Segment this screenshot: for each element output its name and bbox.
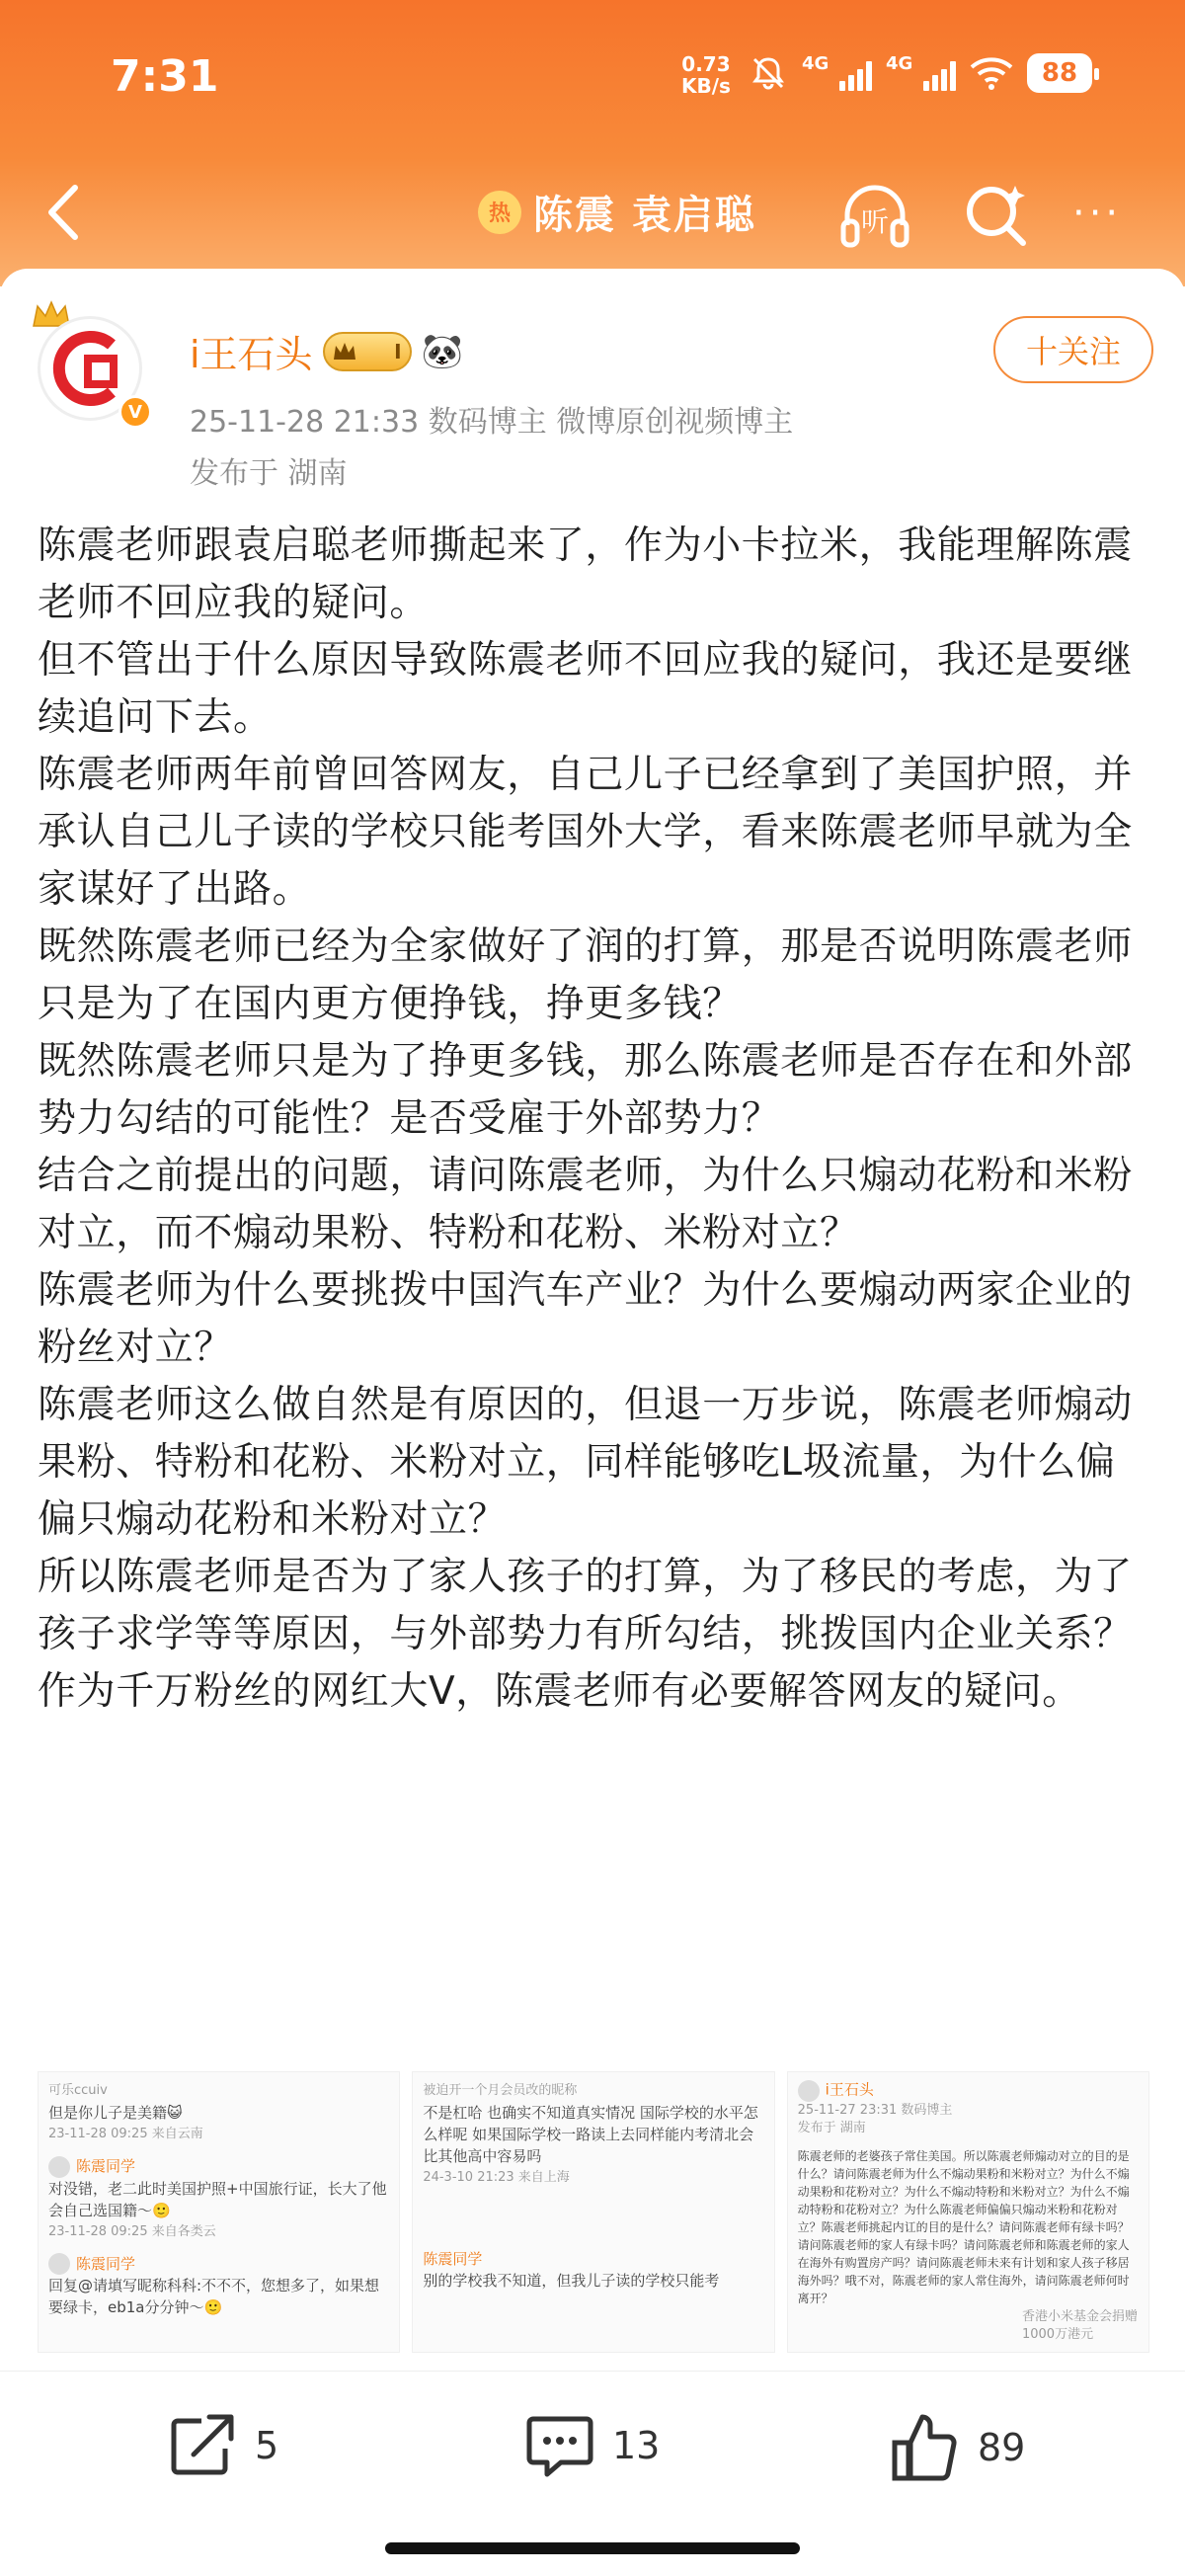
img3-meta: 25-11-27 23:31 数码博主 [797,2103,953,2118]
img2-reply: 别的学校我不知道，但我儿子读的学校只能考 [423,2272,720,2290]
verified-badge: V [118,395,152,429]
listen-button[interactable] [835,176,914,255]
post-location: 发布于 湖南 [190,456,348,491]
back-button[interactable] [36,178,95,247]
author-row [190,324,463,378]
share-button[interactable] [166,2411,278,2480]
status-time: 7:31 [111,51,219,102]
follow-button[interactable]: 十关注 [993,316,1153,383]
wifi-icon [970,55,1013,91]
img1-reply2-name: 陈震同学 [76,2254,136,2273]
img3-text: 陈震老师的老婆孩子常住美国。所以陈震老师煽动对立的目的是什么？请问陈震老师为什么不煽动果粉和米粉对立？为什么不煽动果粉和花粉对立？为什么不煽动特粉和米粉对立？为什么不煽动特粉和花粉对立？为什么陈震老师偏偏只煽动米粉和花粉对立？陈震老师挑起内讧的目的是什么？请问陈震老师有绿卡吗？请问陈震老师的家人有绿卡吗？请问陈震老师和陈震老师的家人在海外有购置房产吗？请问陈震老师未来有计划和家人孩子移居海外吗？哦不对，陈震老师的家人常住海外，请问陈震老师何时离开？ [797,2149,1130,2305]
comment-button[interactable] [523,2411,660,2480]
post-paragraph: 陈震老师这么做自然是有原因的，但退一万步说，陈震老师煽动果粉、特粉和花粉、米粉对立，同样能够吃L圾流量，为什么偏偏只煽动花粉和米粉对立？ [38,1383,1133,1542]
img1-comment-time: 23-11-28 09:25 来自云南 [48,2127,203,2141]
member-level-badge[interactable] [323,332,412,371]
network-speed-unit: KB/s [681,74,731,98]
post-paragraph: 既然陈震老师只是为了挣更多钱，那么陈震老师是否存在和外部势力勾结的可能性？是否受雇于外部势力？ [38,1039,1133,1141]
search-icon [958,178,1033,253]
post-image-1[interactable] [38,2071,400,2353]
post-paragraph: 作为千万粉丝的网红大V，陈震老师有必要解答网友的疑问。 [38,1669,1081,1714]
img3-side-text: 香港小米基金会捐赠1000万港元 [1021,2309,1138,2342]
search-button[interactable] [958,178,1033,253]
thumbs-up-icon [889,2411,962,2484]
signal-2-label: 4G [886,53,913,74]
img1-reply2: 回复@请填写昵称科科:不不不，您想多了，如果想要绿卡，eb1a分分钟～🙂 [48,2277,380,2316]
post-image-2[interactable] [412,2071,774,2353]
like-count: 89 [978,2426,1026,2469]
img1-reply: 对没错，老二此时美国护照+中国旅行证，长大了他会自己选国籍～🙂 [48,2179,387,2219]
post-paragraph: 陈震老师跟袁启聪老师撕起来了，作为小卡拉米，我能理解陈震老师不回应我的疑问。 [38,523,1133,625]
img3-location: 发布于 湖南 [797,2121,866,2135]
post-paragraph: 既然陈震老师已经为全家做好了润的打算，那是否说明陈震老师只是为了在国内更方便挣钱，挣更多钱？ [38,925,1133,1026]
crown-small-icon [333,342,356,362]
post-paragraph: 但不管出于什么原因导致陈震老师不回应我的疑问，我还是要继续追问下去。 [38,638,1133,740]
img3-author: i王石头 [825,2080,874,2099]
home-indicator[interactable] [385,2542,800,2554]
bottom-action-bar [0,2371,1185,2538]
battery-indicator: 88 [1027,53,1092,93]
img1-reply-name: 陈震同学 [76,2157,136,2175]
post-body [38,518,1153,1721]
post-image-3[interactable] [787,2071,1149,2353]
comment-count: 13 [612,2424,661,2467]
cellular-signal-2 [886,55,956,91]
post-paragraph: 所以陈震老师是否为了家人孩子的打算，为了移民的考虑，为了孩子求学等等原因，与外部势力有所勾结，挑拨国内企业关系？ [38,1555,1133,1656]
share-icon [166,2411,239,2480]
img2-comment-time: 24-3-10 21:23 来自上海 [423,2170,570,2185]
panda-icon: 🐼 [421,331,463,371]
comment-icon [523,2411,596,2480]
img1-commenter: 可乐ccuiv [48,2083,108,2098]
post-paragraph: 结合之前提出的问题，请问陈震老师，为什么只煽动花粉和米粉对立，而不煽动果粉、特粉和花粉、米粉对立？ [38,1154,1133,1255]
img3-avatar [798,2080,820,2102]
post-paragraph: 陈震老师为什么要挑拨中国汽车产业？为什么要煽动两家企业的粉丝对立？ [38,1268,1133,1370]
img2-comment: 不是杠哈 也确实不知道真实情况 国际学校的水平怎么样呢 如果国际学校一路读上去同样能内考清北会比其他高中容易吗 [423,2104,758,2165]
post-paragraph: 陈震老师两年前曾回答网友，自己儿子已经拿到了美国护照，并承认自己儿子读的学校只能考国外大学，看来陈震老师早就为全家谋好了出路。 [38,753,1133,912]
topic-title: 陈震 袁启聪 [533,193,756,238]
listen-label: 听 [860,205,890,238]
more-options-button[interactable]: ··· [1072,191,1123,236]
img1-reply-avatar [48,2156,70,2178]
chevron-left-icon [36,178,95,247]
cellular-signal-1 [802,55,872,91]
img1-reply-time: 23-11-28 09:25 来自各类云 [48,2223,216,2239]
post-card [0,269,1185,2576]
nav-bar [0,168,1185,267]
share-count: 5 [255,2424,279,2467]
headphones-icon [835,176,914,255]
mute-bell-icon [749,53,788,93]
like-button[interactable] [889,2411,1025,2484]
author-avatar[interactable] [34,306,152,425]
network-speed [681,53,731,97]
post-meta: 25-11-28 21:33 数码博主 微博原创视频博主 [190,405,794,440]
img2-reply-name: 陈震同学 [423,2250,483,2268]
network-speed-value: 0.73 [681,52,731,76]
status-icons [749,53,1092,93]
post-images [38,2071,1149,2353]
author-name[interactable]: i王石头 [190,333,313,376]
img2-commenter: 被迫开一个月会员改的昵称 [423,2083,578,2098]
signal-1-label: 4G [802,53,830,74]
status-bar [0,40,1185,119]
member-level-text: I [394,339,402,363]
topic-header[interactable] [478,184,756,240]
hot-badge: 热 [478,191,521,234]
img1-comment: 但是你儿子是美籍😺 [48,2104,183,2122]
img1-reply2-avatar [48,2253,70,2275]
